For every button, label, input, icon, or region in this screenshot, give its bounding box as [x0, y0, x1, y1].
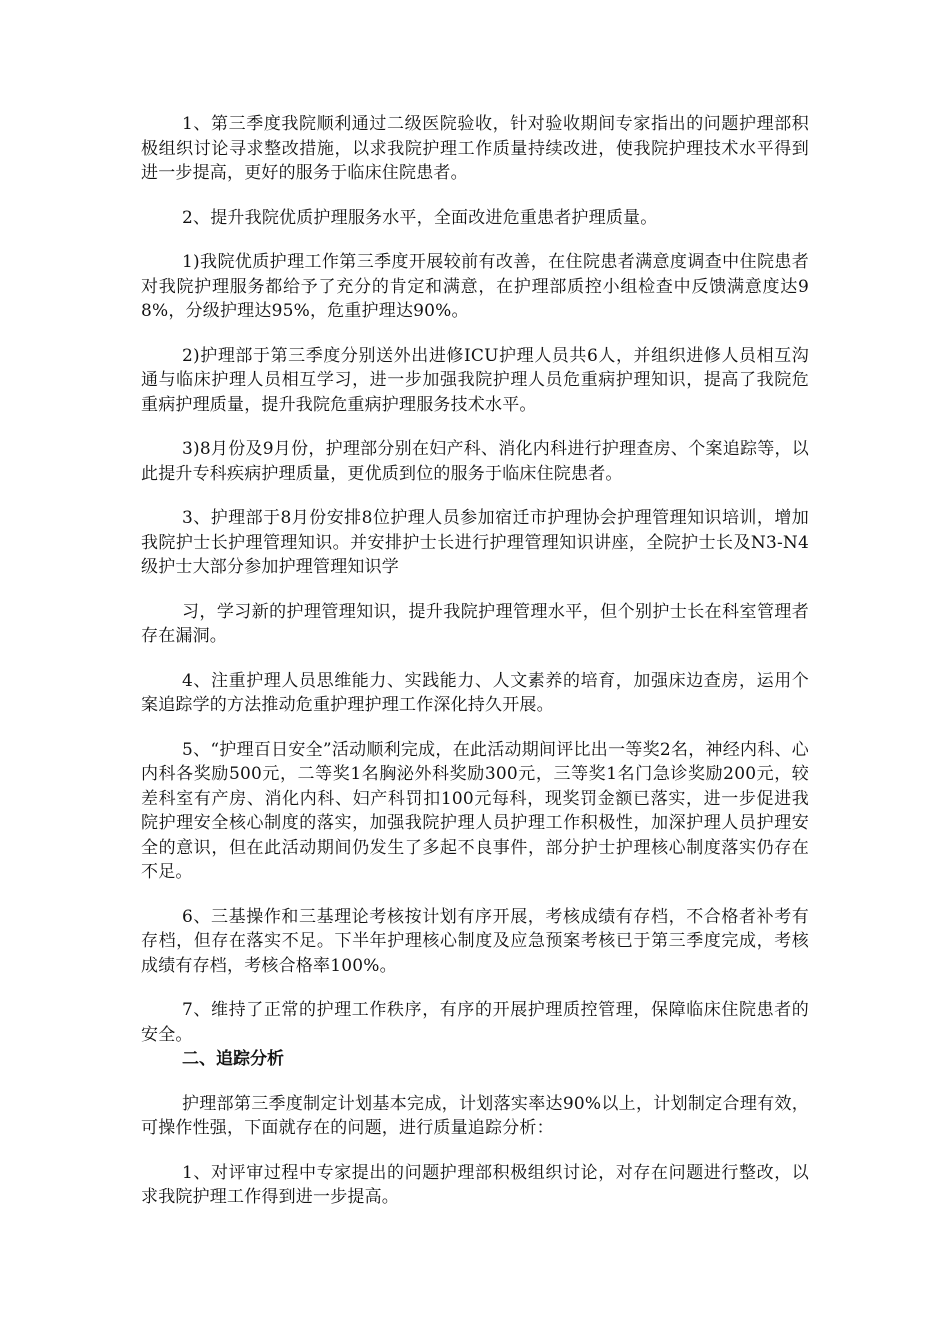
- paragraph-1: 1、第三季度我院顺利通过二级医院验收，针对验收期间专家指出的问题护理部积极组织讨论寻求整改措施，以求我院护理工作质量持续改进，使我院护理技术水平得到进一步提高，更好的服务于临床住院患者。: [141, 114, 809, 183]
- paragraph-2: 2、提升我院优质护理服务水平，全面改进危重患者护理质量。: [182, 207, 658, 228]
- paragraph-10: 6、三基操作和三基理论考核按计划有序开展，考核成绩有存档，不合格者补考有存档，但存在落实不足。下半年护理核心制度及应急预案考核已于第三季度完成，考核成绩有存档，考核合格率100%。: [141, 906, 809, 976]
- paragraph-12: 护理部第三季度制定计划基本完成，计划落实率达90%以上，计划制定合理有效，可操作性强，下面就存在的问题，进行质量追踪分析：: [141, 1093, 809, 1138]
- paragraph-6: 3、护理部于8月份安排8位护理人员参加宿迁市护理协会护理管理知识培训，增加我院护士长护理管理知识。并安排护士长进行护理管理知识讲座，全院护士长及N3-N4级护士大部分参加护理管理知识学: [141, 508, 809, 577]
- section-heading-tracking-analysis: 二、追踪分析: [182, 1049, 284, 1069]
- paragraph-4: 2)护理部于第三季度分别送外出进修ICU护理人员共6人，并组织进修人员相互沟通与临床护理人员相互学习，进一步加强我院护理人员危重病护理知识，提高了我院危重病护理质量，提升我院危重病护理服务技术水平。: [141, 345, 809, 415]
- paragraph-5: 3)8月份及9月份，护理部分别在妇产科、消化内科进行护理查房、个案追踪等，以此提升专科疾病护理质量，更优质到位的服务于临床住院患者。: [141, 439, 809, 484]
- document-body: [141, 112, 809, 1210]
- paragraph-3: 1)我院优质护理工作第三季度开展较前有改善，在住院患者满意度调查中住院患者对我院护理服务都给予了充分的肯定和满意，在护理部质控小组检查中反馈满意度达98%，分级护理达95%，危重护理达90%。: [141, 252, 809, 321]
- paragraph-9: 5、“护理百日安全”活动顺利完成，在此活动期间评比出一等奖2名，神经内科、心内科各奖励500元，二等奖1名胸泌外科奖励300元，三等奖1名门急诊奖励200元，较差科室有产房、消化内科、妇产科罚扣100元每科，现奖罚金额已落实，进一步促进我院护理安全核心制度的落实，加强我院护理人员护理工作积极性，加深护理人员护理安全的意识，但在此活动期间仍发生了多起不良事件，部分护士护理核心制度落实仍存在不足。: [141, 739, 809, 882]
- paragraph-13: 1、对评审过程中专家提出的问题护理部积极组织讨论，对存在问题进行整改，以求我院护理工作得到进一步提高。: [141, 1162, 809, 1207]
- paragraph-7: 习，学习新的护理管理知识，提升我院护理管理水平，但个别护士长在科室管理者存在漏洞。: [141, 601, 809, 646]
- paragraph-8: 4、注重护理人员思维能力、实践能力、人文素养的培育，加强床边查房，运用个案追踪学的方法推动危重护理护理工作深化持久开展。: [141, 670, 809, 715]
- paragraph-11: 7、维持了正常的护理工作秩序，有序的开展护理质控管理，保障临床住院患者的安全。: [141, 1000, 809, 1045]
